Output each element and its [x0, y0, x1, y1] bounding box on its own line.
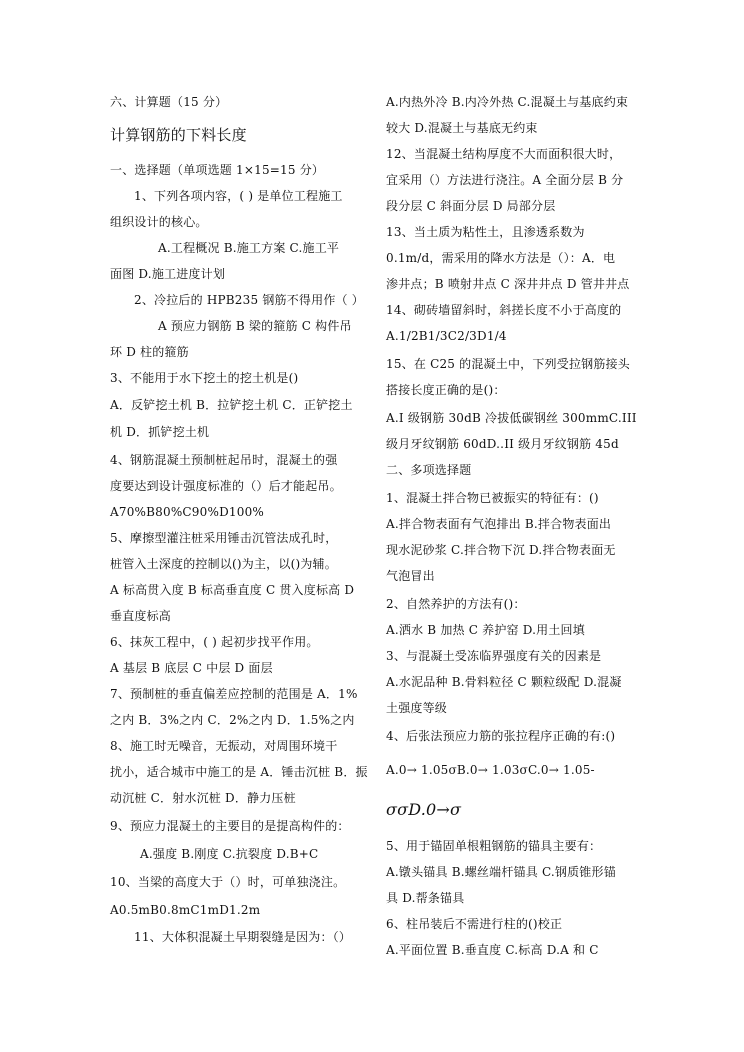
answer-options: 面图 D.施工进度计划 — [110, 267, 226, 281]
question-text: 10、当梁的高度大于（）时，可单独浇注。 — [110, 875, 346, 889]
question-text: 11、大体积混凝土早期裂缝是因为：（） — [134, 930, 352, 944]
answer-options: 机 D．抓铲挖土机 — [110, 425, 210, 439]
answer-options: A.洒水 B 加热 C 养护窑 D.用土回填 — [386, 623, 585, 637]
answer-options: A.平面位置 B.垂直度 C.标高 D.A 和 C — [386, 943, 599, 957]
question-text: 4、后张法预应力筋的张拉程序正确的有:() — [386, 729, 616, 743]
answer-options: A0.5mB0.8mC1mD1.2m — [110, 903, 261, 917]
answer-options: 环 D 柱的箍筋 — [110, 345, 189, 359]
answer-options: 级月牙纹钢筋 60dD..II 级月牙纹钢筋 45d — [386, 437, 619, 451]
answer-options-continued: σσD.0→σ — [386, 800, 462, 819]
question-text: 4、钢筋混凝土预制桩起吊时，混凝土的强 — [110, 453, 338, 467]
answer-options: A 标高贯入度 B 标高垂直度 C 贯入度标高 D — [110, 583, 355, 597]
question-text: 1、混凝土拌合物已被振实的特征有：() — [386, 491, 599, 505]
answer-options: A.拌合物表面有气泡排出 B.拌合物表面出 — [386, 517, 612, 531]
question-text: 组织设计的核心。 — [110, 215, 208, 229]
answer-options: A．反铲挖土机 B．拉铲挖土机 C．正铲挖土 — [110, 398, 353, 412]
question-text: 宜采用（）方法进行浇注。A 全面分层 B 分 — [386, 173, 624, 187]
question-text: 14、砌砖墙留斜时，斜搓长度不小于高度的 — [386, 303, 622, 317]
answer-options: 垂直度标高 — [110, 609, 172, 623]
question-text: 13、当土质为粘性土，且渗透系数为 — [386, 225, 585, 239]
answer-options: 土强度等级 — [386, 701, 448, 715]
question-text: 8、施工时无噪音，无振动，对周围环境干 — [110, 739, 338, 753]
question-text: 3、与混凝土受冻临界强度有关的因素是 — [386, 649, 602, 663]
question-text: 5、用于锚固单根粗钢筋的锚具主要有： — [386, 839, 602, 853]
answer-options: A 基层 B 底层 C 中层 D 面层 — [110, 661, 273, 675]
answer-options: 气泡冒出 — [386, 569, 435, 583]
answer-options: A.0→ 1.05σB.0→ 1.03σC.0→ 1.05- — [386, 763, 595, 777]
answer-options: A.工程概况 B.施工方案 C.施工平 — [158, 241, 340, 255]
question-text: 度要达到设计强度标准的（）后才能起吊。 — [110, 479, 342, 493]
section-title-single-choice: 一、选择题（单项选题 1×15=15 分） — [110, 163, 325, 177]
answer-options: A.I 级钢筋 30dB 冷拔低碳钢丝 300mmC.III — [386, 411, 637, 425]
question-text: 1、下列各项内容，( ) 是单位工程施工 — [134, 189, 343, 203]
answer-options: 动沉桩 C．射水沉桩 D．静力压桩 — [110, 791, 296, 805]
question-text: 3、不能用于水下挖土的挖土机是() — [110, 371, 299, 385]
answer-options: 段分层 C 斜面分层 D 局部分层 — [386, 199, 556, 213]
question-text: 搭接长度正确的是()： — [386, 383, 506, 397]
answer-options: A.镦头锚具 B.螺丝端杆锚具 C.钢质锥形锚 — [386, 865, 616, 879]
answer-options: A.1/2B1/3C2/3D1/4 — [386, 329, 507, 343]
question-text: 2、自然养护的方法有()： — [386, 597, 526, 611]
question-text: 6、抹灰工程中，( ) 起初步找平作用。 — [110, 635, 319, 649]
answer-options: A70%B80%C90%D100% — [110, 505, 265, 519]
question-text: 5、摩擦型灌注桩采用锤击沉管法成孔时， — [110, 531, 338, 545]
answer-options: 渗井点；B 喷射井点 C 深井井点 D 管井井点 — [386, 277, 630, 291]
answer-options: 具 D.帮条锚具 — [386, 891, 465, 905]
calculation-heading: 计算钢筋的下料长度 — [110, 126, 247, 144]
question-text: 7、预制桩的垂直偏差应控制的范围是 A．1% — [110, 687, 358, 701]
answer-options: 较大 D.混凝土与基底无约束 — [386, 121, 538, 135]
section-title-multiple-choice: 二、多项选择题 — [386, 463, 472, 477]
question-text: 6、柱吊装后不需进行柱的()校正 — [386, 917, 563, 931]
section-title-calculation: 六、计算题（15 分） — [110, 95, 228, 109]
question-text: 扰小，适合城市中施工的是 A．锤击沉桩 B．振 — [110, 765, 368, 779]
question-text: 桩管入土深度的控制以()为主，以()为辅。 — [110, 557, 337, 571]
answer-options: A.强度 B.刚度 C.抗裂度 D.B+C — [140, 847, 319, 861]
answer-options: 现水泥砂浆 C.拌合物下沉 D.拌合物表面无 — [386, 543, 616, 557]
answer-options: A.水泥品种 B.骨料粒径 C 颗粒级配 D.混凝 — [386, 675, 622, 689]
question-text: 2、冷拉后的 HPB235 钢筋不得用作（ ） — [134, 293, 364, 307]
question-text: 0.1m/d，需采用的降水方法是（）：A．电 — [386, 251, 616, 265]
question-text: 12、当混凝土结构厚度不大而面积很大时， — [386, 147, 622, 161]
answer-options: 之内 B．3%之内 C．2%之内 D．1.5%之内 — [110, 713, 355, 727]
question-text: 15、在 C25 的混凝土中，下列受拉钢筋接头 — [386, 357, 630, 371]
answer-options: A.内热外冷 B.内冷外热 C.混凝土与基底约束 — [386, 95, 629, 109]
question-text: 9、预应力混凝土的主要目的是提高构件的： — [110, 819, 350, 833]
answer-options: A 预应力钢筋 B 梁的箍筋 C 构件吊 — [158, 319, 352, 333]
